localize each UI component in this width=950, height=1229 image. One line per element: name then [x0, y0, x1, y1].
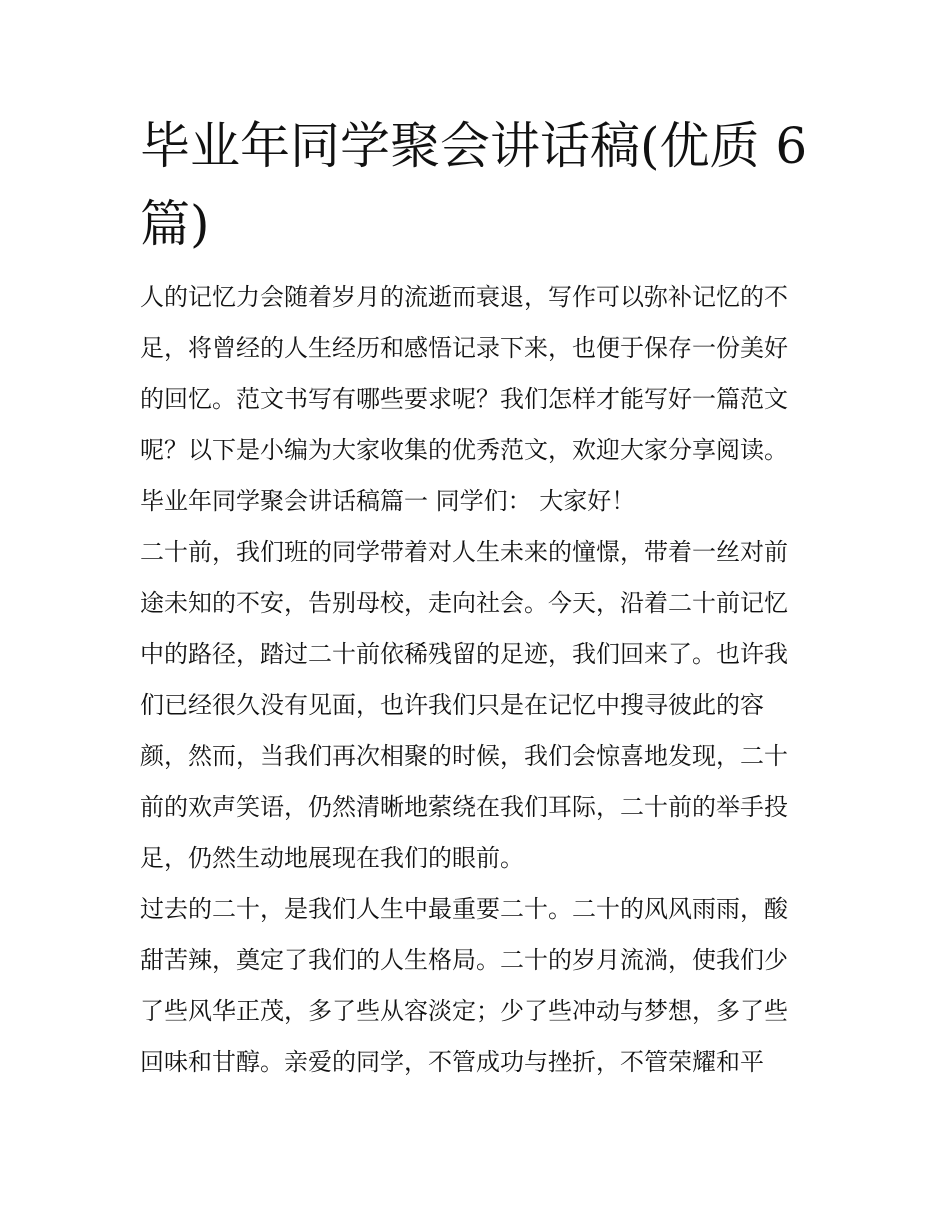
- title-line-1: 毕业年同学聚会讲话稿(优质 6: [140, 117, 808, 175]
- intro-paragraph: [140, 272, 812, 476]
- text-line: 毕业年同学聚会讲话稿篇一 同学们： 大家好！: [140, 487, 636, 515]
- text-line: 二十前，我们班的同学带着对人生未来的憧憬，带着一丝对前: [140, 538, 788, 566]
- text-line: 甜苦辣，奠定了我们的人生格局。二十的岁月流淌，使我们少: [140, 946, 788, 974]
- text-line: 颜，然而，当我们再次相聚的时候，我们会惊喜地发现，二十: [140, 742, 788, 770]
- text-line: 回味和甘醇。亲爱的同学，不管成功与挫折，不管荣耀和平: [140, 1048, 764, 1076]
- text-line: 途未知的不安，告别母校，走向社会。今天，沿着二十前记忆: [140, 589, 788, 617]
- document-body: [140, 272, 812, 1088]
- text-line: 呢？以下是小编为大家收集的优秀范文，欢迎大家分享阅读。: [140, 436, 788, 464]
- title-line-2: 篇): [140, 195, 210, 253]
- section-heading-paragraph: [140, 476, 812, 527]
- document-content: [140, 112, 812, 1088]
- text-line: 足，仍然生动地展现在我们的眼前。: [140, 844, 524, 872]
- text-line: 们已经很久没有见面，也许我们只是在记忆中搜寻彼此的容: [140, 691, 764, 719]
- text-line: 人的记忆力会随着岁月的流逝而衰退，写作可以弥补记忆的不: [140, 283, 788, 311]
- text-line: 了些风华正茂，多了些从容淡定；少了些冲动与梦想，多了些: [140, 997, 788, 1025]
- text-line: 的回忆。范文书写有哪些要求呢？我们怎样才能写好一篇范文: [140, 385, 788, 413]
- text-line: 过去的二十，是我们人生中最重要二十。二十的风风雨雨，酸: [140, 895, 788, 923]
- text-line: 中的路径，踏过二十前依稀残留的足迹，我们回来了。也许我: [140, 640, 788, 668]
- text-line: 足，将曾经的人生经历和感悟记录下来，也便于保存一份美好: [140, 334, 788, 362]
- body-paragraph-2: [140, 884, 812, 1088]
- body-paragraph-1: [140, 527, 812, 884]
- text-line: 前的欢声笑语，仍然清晰地萦绕在我们耳际，二十前的举手投: [140, 793, 788, 821]
- document-title: [140, 112, 812, 258]
